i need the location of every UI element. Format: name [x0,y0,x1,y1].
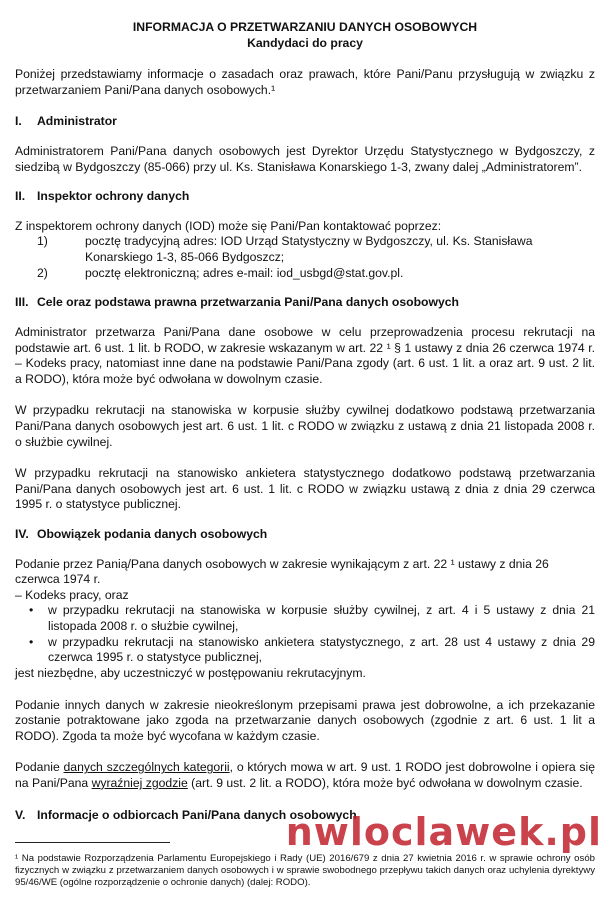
obligation-paragraph-3 [15,760,595,791]
document-page [15,20,595,823]
purposes-paragraph-2: W przypadku rekrutacji na stanowiska w korpusie służby cywilnej dodatkowo podstawą przetwarzania Pani/Pana danych osobowych jest art. 6 ust. 1 lit. c RODO w związku z ustawą z dnia 21 listopada 2008 r. o służbie cywilnej. [15,403,595,449]
iod-paragraph: Z inspektorem ochrony danych (IOD) może się Pani/Pan kontaktować poprzez: [15,218,442,233]
section-number: IV. [15,527,29,542]
section-title: Informacje o odbiorcach Pani/Pana danych osobowych [37,807,357,822]
obligation-paragraph-2: Podanie innych danych w zakresie nieokreślonym przepisami prawa jest dobrowolne, a ich przekazanie zostanie potraktowane jako zgoda na przetwarzanie danych osobowych (zgodnie z art. 6 ust. 1 lit a RODO). Zgoda ta może być wycofana w każdym czasie. [15,697,595,743]
text-run: (art. 9 ust. 2 lit. a RODO), która może być odwołana w dowolnym czasie. [187,775,583,790]
section-heading-administrator [15,114,595,130]
document-title: INFORMACJA O PRZETWARZANIU DANYCH OSOBOWYCH [132,20,478,34]
iod-contact-list [15,234,595,281]
explicit-consent-link: wyraźniej zgodzie [91,775,188,790]
watermark-logo: nwloclawek.pl [285,810,602,854]
footnote-separator [15,842,170,843]
section-heading-iod [15,189,595,205]
text-run: , o których mowa w art. 9 ust. 1 RODO jest dobrowolne i opiera się na Pani/Pana [15,760,595,790]
section-heading-purposes [15,295,595,311]
section-number: II. [15,189,26,204]
list-item [15,635,595,666]
section-title: Inspektor ochrony danych [37,189,190,204]
administrator-paragraph: Administratorem Pani/Pana danych osobowych jest Dyrektor Urzędu Statystycznego w Bydgoszczy, z siedzibą w Bydgoszczy (85-066) przy ul. Ks. Stanisława Konarskiego 1-3, zwany dalej „Administratorem”. [15,144,595,174]
list-item-text: w przypadku rekrutacji na stanowisko ankietera statystycznego, z art. 28 ust 4 ustawy z dnia 29 czerwca 1995 r. o statystyce publicznej, [48,634,595,665]
list-item-number: 2) [37,265,48,280]
obligation-paragraph-1c: jest niezbędne, aby uczestniczyć w postępowaniu rekrutacyjnym. [15,665,366,680]
list-item [15,234,595,265]
special-categories-link: danych szczególnych kategorii [63,760,230,775]
section-title: Cele oraz podstawa prawna przetwarzania Pani/Pana danych osobowych [37,295,459,310]
purposes-paragraph-1: Administrator przetwarza Pani/Pana dane osobowe w celu przeprowadzenia procesu rekrutacji na podstawie art. 6 ust. 1 lit. b RODO, w zakresie wskazanym w art. 22 ¹ § 1 ustawy z dnia 26 czerwca 1974 r. – Kodeks pracy, natomiast inne dane na podstawie Pani/Pana zgody (art. 6 ust. 1 lit. a oraz art. 9 ust. 2 lit. a RODO), która może być odwołana w dowolnym czasie. [15,324,595,386]
section-number: V. [15,807,26,822]
purposes-paragraph-3: W przypadku rekrutacji na stanowisko ankietera statystycznego dodatkowo podstawą przetwarzania Pani/Pana danych osobowych jest art. 6 ust. 1 lit. c RODO w związku ustawą z dnia z dnia 29 czerwca 1995 r. o statystyce publicznej. [15,466,595,512]
section-title: Obowiązek podania danych osobowych [37,527,268,542]
footnote: ¹ Na podstawie Rozporządzenia Parlamentu Europejskiego i Rady (UE) 2016/679 z dnia 27 kwietnia 2016 r. w sprawie ochrony osób fizycznych w związku z przetwarzaniem danych osobowych i w sprawie swobodnego przepływu takich danych oraz uchylenia dyrektywy 95/46/WE (ogólne rozporządzenie o ochronie danych) (dalej: RODO). [15,853,595,888]
section-heading-obligation [15,527,595,543]
section-title: Administrator [37,114,117,129]
document-subtitle: Kandydaci do pracy [247,35,363,50]
list-item-text: pocztę elektroniczną; adres e-mail: iod_usbgd@stat.gov.pl. [85,265,404,280]
section-number: I. [15,114,22,129]
section-number: III. [15,295,29,310]
list-item-number: 1) [37,234,48,249]
list-item-text: w przypadku rekrutacji na stanowiska w korpusie służby cywilnej, z art. 4 i 5 ustawy z dnia 21 listopada 2008 r. o służbie cywilnej, [48,603,595,634]
bullet-icon: • [29,603,34,618]
list-item [15,266,595,282]
obligation-paragraph-1: Podanie przez Panią/Pana danych osobowych w zakresie wynikającym z art. 22 ¹ ustawy z dnia 26 czerwca 1974 r. [15,556,549,587]
bullet-icon: • [29,634,34,649]
list-item-text: pocztę tradycyjną adres: IOD Urząd Statystyczny w Bydgoszczy, ul. Ks. Stanisława Konarskiego 1-3, 85-066 Bydgoszcz; [85,234,533,265]
obligation-bullet-list [15,603,595,665]
list-item [15,603,595,634]
intro-paragraph: Poniżej przedstawiamy informacje o zasadach oraz prawach, które Pani/Panu przysługują w związku z przetwarzaniem Pani/Pana danych osobowych.¹ [15,67,595,97]
text-run: Podanie [15,760,64,775]
obligation-paragraph-1b: – Kodeks pracy, oraz [15,587,129,602]
